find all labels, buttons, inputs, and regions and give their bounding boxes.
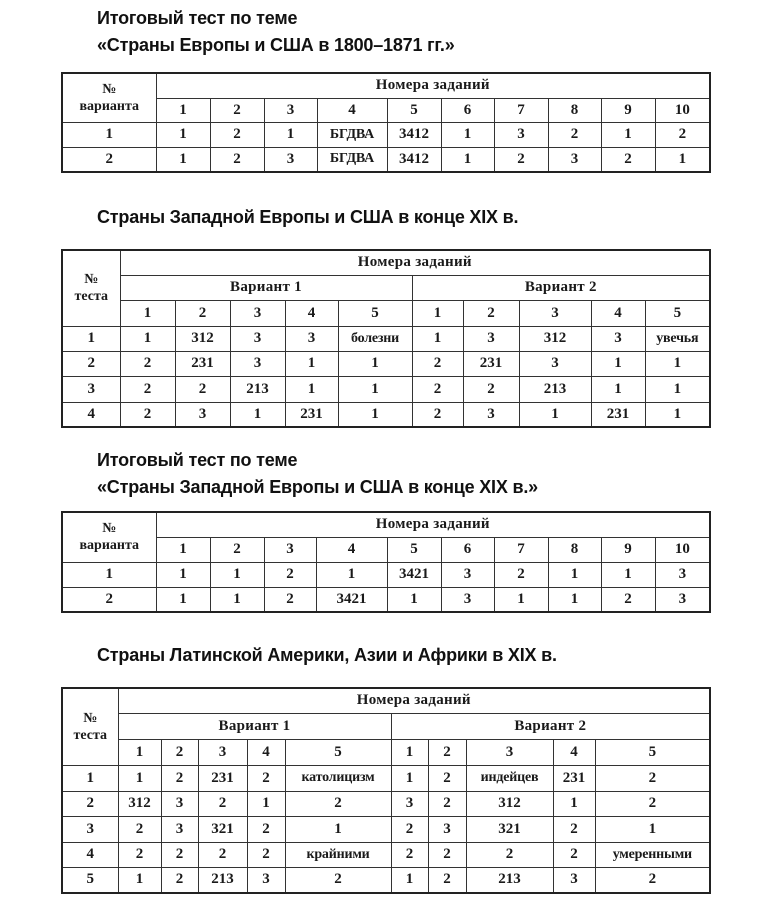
answer-cell: 3 <box>161 816 198 842</box>
column-header: 3 <box>198 739 247 765</box>
table-row <box>62 147 710 172</box>
variant-2-header: Вариант 2 <box>412 275 710 300</box>
answer-cell: 2 <box>118 816 161 842</box>
table-row <box>62 402 710 427</box>
table-row <box>62 791 710 816</box>
answer-cell: 1 <box>120 326 175 351</box>
section-3-heading <box>97 447 538 501</box>
table-row <box>62 765 710 791</box>
answer-cell: 1 <box>553 791 595 816</box>
answer-cell: 2 <box>161 842 198 867</box>
column-header: 5 <box>595 739 710 765</box>
answer-cell: 1 <box>601 562 655 587</box>
answer-cell: 3 <box>553 867 595 893</box>
column-header: 1 <box>118 739 161 765</box>
column-header: 1 <box>156 537 210 562</box>
answer-cell: 1 <box>285 376 338 402</box>
answer-cell: 1 <box>338 402 412 427</box>
answer-cell: 3 <box>247 867 285 893</box>
table-row <box>62 816 710 842</box>
number-sign-label: № <box>102 81 117 97</box>
task-numbers-header: Номера заданий <box>156 512 710 537</box>
column-header: 10 <box>655 98 710 122</box>
answer-cell: 1 <box>591 351 645 376</box>
column-header: 5 <box>387 537 441 562</box>
row-header-cell <box>62 688 118 765</box>
row-label: 5 <box>62 867 118 893</box>
answer-cell: 1 <box>338 351 412 376</box>
answer-cell: 2 <box>428 867 466 893</box>
answer-cell: 2 <box>463 376 519 402</box>
answer-cell: 2 <box>161 867 198 893</box>
column-header: 1 <box>391 739 428 765</box>
answer-cell: 2 <box>428 842 466 867</box>
answer-cell: 2 <box>494 147 548 172</box>
column-header: 3 <box>264 537 316 562</box>
answer-cell: крайними <box>285 842 391 867</box>
answer-cell: 2 <box>428 791 466 816</box>
answer-cell: 2 <box>247 816 285 842</box>
answer-cell: 3 <box>161 791 198 816</box>
row-header-cell <box>62 250 120 326</box>
answer-table-1 <box>61 72 711 173</box>
answer-cell: 2 <box>264 562 316 587</box>
answer-cell: 1 <box>156 562 210 587</box>
answer-cell: католицизм <box>285 765 391 791</box>
answer-cell: 1 <box>230 402 285 427</box>
answer-cell: 2 <box>601 147 655 172</box>
answer-cell: 2 <box>247 765 285 791</box>
answer-cell: 2 <box>494 562 548 587</box>
answer-cell: 3 <box>391 791 428 816</box>
answer-cell: 2 <box>120 402 175 427</box>
number-sign-label: № <box>102 521 117 537</box>
answer-cell: 2 <box>161 765 198 791</box>
table-row <box>62 842 710 867</box>
answer-cell: 1 <box>210 587 264 612</box>
answer-cell: 2 <box>553 816 595 842</box>
answer-cell: 2 <box>412 402 463 427</box>
answer-cell: 2 <box>428 765 466 791</box>
answer-cell: 1 <box>645 376 710 402</box>
answer-cell: 1 <box>494 587 548 612</box>
answer-cell: 2 <box>553 842 595 867</box>
column-header: 8 <box>548 98 601 122</box>
answer-table-3 <box>61 511 711 613</box>
answer-cell: 1 <box>118 867 161 893</box>
answer-cell: 2 <box>118 842 161 867</box>
answer-cell: 3 <box>441 587 494 612</box>
answer-cell: 3 <box>655 562 710 587</box>
answer-cell: 3 <box>463 326 519 351</box>
section-3-heading-line2: «Страны Западной Европы и США в конце XIX в.» <box>97 477 538 497</box>
section-1-heading-line1: Итоговый тест по теме <box>97 8 298 28</box>
variant-1-header: Вариант 1 <box>120 275 412 300</box>
answer-cell: 213 <box>198 867 247 893</box>
row-label: 1 <box>62 326 120 351</box>
column-header: 3 <box>264 98 317 122</box>
answer-cell: 3 <box>441 562 494 587</box>
answer-cell: 1 <box>548 562 601 587</box>
table-row <box>62 562 710 587</box>
column-header: 2 <box>463 300 519 326</box>
column-header: 9 <box>601 98 655 122</box>
answer-cell: 2 <box>412 376 463 402</box>
answer-cell: болезни <box>338 326 412 351</box>
answer-cell: 231 <box>285 402 338 427</box>
answer-cell: 321 <box>198 816 247 842</box>
row-label: 1 <box>62 122 156 147</box>
column-header: 2 <box>175 300 230 326</box>
answer-cell: 1 <box>118 765 161 791</box>
answer-cell: 1 <box>441 147 494 172</box>
column-header: 7 <box>494 98 548 122</box>
answer-cell: 321 <box>466 816 553 842</box>
row-label: 3 <box>62 376 120 402</box>
answer-table-4 <box>61 687 711 894</box>
answer-cell: 1 <box>247 791 285 816</box>
answer-cell: 3 <box>230 326 285 351</box>
number-sign-label: № <box>84 272 99 288</box>
answer-cell: 1 <box>156 122 210 147</box>
answer-cell: 2 <box>198 842 247 867</box>
row-label: 2 <box>62 147 156 172</box>
column-header: 7 <box>494 537 548 562</box>
answer-cell: 3 <box>428 816 466 842</box>
section-2-heading <box>97 204 518 231</box>
answer-cell: 1 <box>210 562 264 587</box>
answer-cell: 2 <box>412 351 463 376</box>
test-label: теста <box>73 727 108 743</box>
column-header: 5 <box>285 739 391 765</box>
answer-cell: 312 <box>175 326 230 351</box>
row-label: 1 <box>62 765 118 791</box>
column-header: 4 <box>591 300 645 326</box>
column-header: 6 <box>441 537 494 562</box>
column-header: 10 <box>655 537 710 562</box>
answer-cell: 1 <box>601 122 655 147</box>
section-3-heading-line1: Итоговый тест по теме <box>97 450 298 470</box>
answer-cell: 2 <box>198 791 247 816</box>
answer-cell: 1 <box>548 587 601 612</box>
answer-cell: 3 <box>175 402 230 427</box>
answer-cell: 1 <box>595 816 710 842</box>
column-header: 2 <box>428 739 466 765</box>
answer-cell: 3 <box>463 402 519 427</box>
column-header: 1 <box>156 98 210 122</box>
answer-cell: 2 <box>120 376 175 402</box>
answer-cell: 213 <box>519 376 591 402</box>
answer-cell: 1 <box>387 587 441 612</box>
column-header: 5 <box>338 300 412 326</box>
column-header: 2 <box>210 98 264 122</box>
answer-cell: 3421 <box>316 587 387 612</box>
answer-cell: 3421 <box>387 562 441 587</box>
answer-cell: БГДВА <box>317 122 387 147</box>
answer-cell: БГДВА <box>317 147 387 172</box>
answer-cell: 3 <box>230 351 285 376</box>
variant-1-header: Вариант 1 <box>118 713 391 739</box>
answer-cell: 312 <box>466 791 553 816</box>
answer-cell: 231 <box>591 402 645 427</box>
answer-cell: 3 <box>548 147 601 172</box>
answer-cell: умеренными <box>595 842 710 867</box>
column-header: 4 <box>247 739 285 765</box>
answer-cell: 2 <box>285 791 391 816</box>
answer-cell: 3 <box>264 147 317 172</box>
variant-2-header: Вариант 2 <box>391 713 710 739</box>
row-label: 2 <box>62 791 118 816</box>
column-header: 3 <box>466 739 553 765</box>
answer-cell: индейцев <box>466 765 553 791</box>
answer-cell: 312 <box>519 326 591 351</box>
answer-cell: 231 <box>175 351 230 376</box>
section-2-heading-line1: Страны Западной Европы и США в конце XIX в. <box>97 207 519 227</box>
answer-cell: 2 <box>595 867 710 893</box>
answer-cell: 2 <box>285 867 391 893</box>
column-header: 4 <box>317 98 387 122</box>
answer-cell: 1 <box>338 376 412 402</box>
answer-cell: 2 <box>210 122 264 147</box>
row-header-cell <box>62 73 156 122</box>
answer-cell: 1 <box>285 816 391 842</box>
answer-cell: 1 <box>156 147 210 172</box>
row-header-cell <box>62 512 156 562</box>
answer-cell: 1 <box>285 351 338 376</box>
answer-cell: 2 <box>264 587 316 612</box>
column-header: 9 <box>601 537 655 562</box>
table-row <box>62 122 710 147</box>
answer-cell: 1 <box>391 765 428 791</box>
task-numbers-header: Номера заданий <box>156 73 710 98</box>
answer-cell: 3 <box>655 587 710 612</box>
column-header: 2 <box>210 537 264 562</box>
answer-cell: 2 <box>175 376 230 402</box>
test-label: теста <box>74 289 109 305</box>
table-row <box>62 376 710 402</box>
row-label: 4 <box>62 842 118 867</box>
task-numbers-header: Номера заданий <box>120 250 710 275</box>
answer-cell: 2 <box>210 147 264 172</box>
answer-cell: 1 <box>645 402 710 427</box>
column-header: 4 <box>553 739 595 765</box>
answer-cell: 2 <box>655 122 710 147</box>
answer-cell: 2 <box>466 842 553 867</box>
answer-cell: 2 <box>595 765 710 791</box>
answer-cell: 2 <box>595 791 710 816</box>
column-header: 8 <box>548 537 601 562</box>
answer-cell: 3 <box>519 351 591 376</box>
column-header: 2 <box>161 739 198 765</box>
answer-cell: 213 <box>466 867 553 893</box>
number-sign-label: № <box>83 710 98 726</box>
answer-cell: 3412 <box>387 122 441 147</box>
column-header: 1 <box>412 300 463 326</box>
column-header: 5 <box>645 300 710 326</box>
answer-cell: 1 <box>156 587 210 612</box>
answer-cell: 231 <box>553 765 595 791</box>
column-header: 4 <box>316 537 387 562</box>
column-header: 3 <box>519 300 591 326</box>
answer-cell: 3 <box>494 122 548 147</box>
answer-cell: 2 <box>548 122 601 147</box>
variant-label: варианта <box>79 538 140 554</box>
answer-cell: 2 <box>120 351 175 376</box>
answer-cell: 1 <box>412 326 463 351</box>
answer-table-2 <box>61 249 711 428</box>
answer-cell: 312 <box>118 791 161 816</box>
answer-cell: 1 <box>264 122 317 147</box>
row-label: 2 <box>62 587 156 612</box>
answer-cell: 3 <box>591 326 645 351</box>
row-label: 1 <box>62 562 156 587</box>
row-label: 2 <box>62 351 120 376</box>
answer-cell: 2 <box>601 587 655 612</box>
answer-cell: увечья <box>645 326 710 351</box>
answer-cell: 3 <box>285 326 338 351</box>
column-header: 6 <box>441 98 494 122</box>
column-header: 4 <box>285 300 338 326</box>
answer-cell: 231 <box>463 351 519 376</box>
column-header: 1 <box>120 300 175 326</box>
answer-cell: 2 <box>247 842 285 867</box>
table-row <box>62 867 710 893</box>
answer-cell: 1 <box>519 402 591 427</box>
answer-cell: 1 <box>441 122 494 147</box>
column-header: 5 <box>387 98 441 122</box>
section-4-heading-line1: Страны Латинской Америки, Азии и Африки в XIX в. <box>97 645 557 665</box>
table-row <box>62 326 710 351</box>
answer-cell: 231 <box>198 765 247 791</box>
answer-cell: 1 <box>645 351 710 376</box>
table-row <box>62 351 710 376</box>
section-1-heading-line2: «Страны Европы и США в 1800–1871 гг.» <box>97 35 455 55</box>
task-numbers-header: Номера заданий <box>118 688 710 713</box>
table-row <box>62 587 710 612</box>
column-header: 3 <box>230 300 285 326</box>
answer-cell: 213 <box>230 376 285 402</box>
answer-cell: 1 <box>591 376 645 402</box>
answer-cell: 1 <box>655 147 710 172</box>
variant-label: варианта <box>79 98 140 114</box>
answer-cell: 2 <box>391 842 428 867</box>
row-label: 4 <box>62 402 120 427</box>
answer-cell: 3412 <box>387 147 441 172</box>
answer-cell: 1 <box>391 867 428 893</box>
answer-cell: 2 <box>391 816 428 842</box>
section-4-heading <box>97 642 557 669</box>
row-label: 3 <box>62 816 118 842</box>
section-1-heading <box>97 5 455 59</box>
answer-cell: 1 <box>316 562 387 587</box>
